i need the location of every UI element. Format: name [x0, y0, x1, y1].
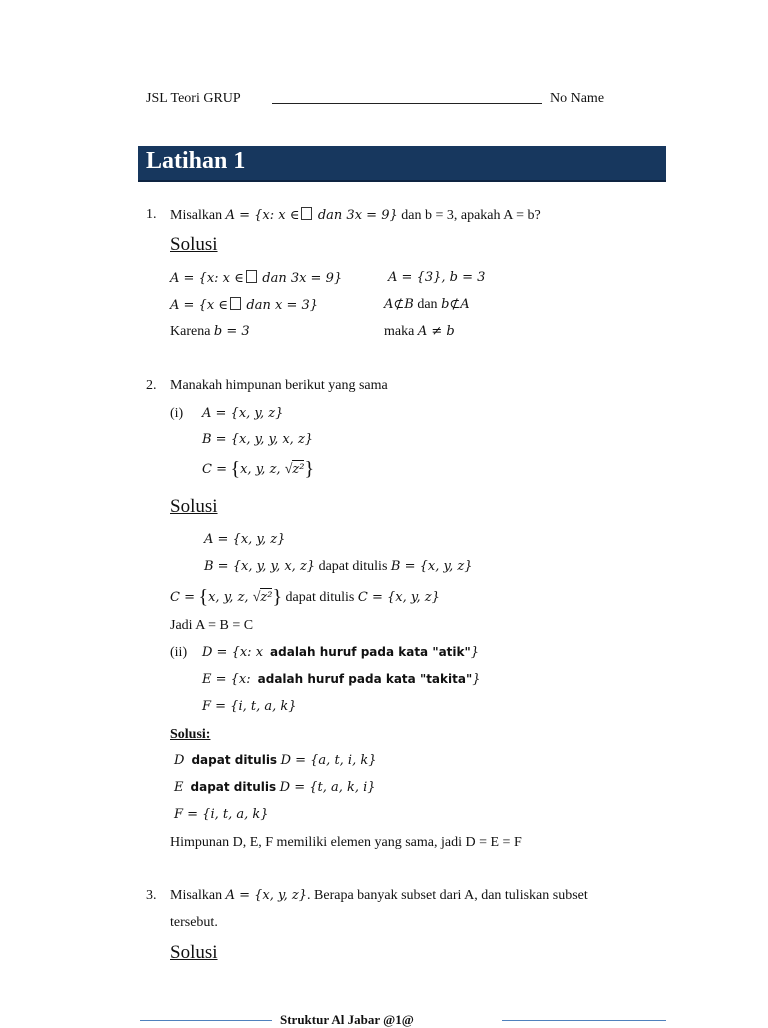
q3-pre: Misalkan: [170, 888, 226, 903]
q2-t2-r: D = {t, a, k, i}: [279, 780, 376, 795]
q2-set-a: A = {x, y, z}: [202, 406, 284, 421]
q1-l2r-math: A⊄B: [384, 297, 414, 312]
q2-s3-pre: C =: [170, 590, 195, 605]
q1-text: [170, 207, 541, 224]
q2-t1-b: dapat ditulis: [191, 753, 278, 767]
q3-post: . Berapa banyak subset dari A, dan tuliskan subset: [307, 888, 588, 903]
q1-math: A = {x: x ∈: [225, 208, 300, 223]
q2-d-bold: adalah huruf pada kata "atik": [270, 645, 471, 659]
q1-l3r-text: maka: [384, 324, 418, 339]
missing-symbol-box: [230, 297, 241, 310]
q2-set-f: F = {i, t, a, k}: [202, 699, 297, 714]
q2-s3-math: C = {x, y, z}: [357, 590, 440, 605]
q2-sol-b: [204, 559, 472, 575]
q1-l3r-math: A ≠ b: [417, 324, 455, 339]
q1-sol-line1: [170, 270, 342, 287]
q1-l1b: dan 3x = 9}: [262, 271, 343, 286]
q1-sol-line3-right: [384, 324, 455, 340]
q2-set-b: B = {x, y, y, x, z}: [202, 432, 314, 447]
q1-l2a: A = {x ∈: [170, 298, 228, 313]
q2-ii-label: (ii): [170, 645, 188, 660]
q2-solusi-heading: Solusi: [170, 496, 218, 517]
q1-sol-line1-right: A = {3}, b = 3: [388, 270, 486, 285]
q1-l1a: A = {x: x ∈: [170, 271, 244, 286]
q2-text: Manakah himpunan berikut yang sama: [170, 378, 388, 393]
q3-solusi-heading: Solusi: [170, 942, 218, 963]
section-title: Latihan 1: [146, 148, 246, 174]
section-banner: [138, 146, 666, 182]
q1-pre: Misalkan: [170, 208, 226, 223]
q2-d-math: D = {x: x: [202, 645, 264, 660]
q3-text: [170, 888, 658, 904]
q2-d-end: }: [470, 645, 480, 660]
q3-number: 3.: [146, 888, 157, 903]
q1-l2r-math2: b⊄A: [441, 297, 470, 312]
q2-set-c: C = {x, y, z, √z²}: [202, 458, 315, 480]
q2-c-inner: x, y, z,: [240, 462, 285, 477]
q1-l3-text: Karena: [170, 324, 214, 339]
q2-sol-a: A = {x, y, z}: [204, 532, 286, 547]
q2-t1-r: D = {a, t, i, k}: [280, 753, 377, 768]
q2-e-math: E = {x:: [202, 672, 251, 687]
q2-solusi2-heading: Solusi:: [170, 727, 211, 742]
q2-e-bold: adalah huruf pada kata "takita": [257, 672, 473, 686]
q1-solusi-heading: Solusi: [170, 234, 218, 255]
q2-t1-m: D: [174, 753, 185, 768]
q1-l2b: dan x = 3}: [246, 298, 319, 313]
footer-rule-left: [140, 1020, 272, 1021]
q2-t2-m: E: [174, 780, 184, 795]
q1-math2: dan 3x = 9}: [317, 208, 398, 223]
q2-c-pre: C =: [202, 462, 227, 477]
q1-l2r-text: dan: [413, 297, 442, 312]
header-left: JSL Teori GRUP: [146, 91, 241, 106]
q3-math: A = {x, y, z}: [225, 888, 308, 903]
q2-sol-d: [174, 753, 377, 769]
q2-sol-conclusion: Jadi A = B = C: [170, 618, 254, 633]
q2-s2-math: B = {x, y, z}: [390, 559, 473, 574]
q2-s2-text: dapat ditulis: [315, 559, 391, 574]
q1-sol-line3: [170, 324, 250, 340]
q3-text-line2: tersebut.: [170, 915, 218, 930]
q2-c-rad: z²: [292, 462, 305, 477]
q1-sol-line2: [170, 297, 318, 314]
q2-final-conclusion: Himpunan D, E, F memiliki elemen yang sama, jadi D = E = F: [170, 835, 522, 850]
q2-set-d: [202, 645, 479, 661]
q1-number: 1.: [146, 207, 157, 222]
header-rule: [272, 103, 542, 104]
footer-rule-right: [502, 1020, 666, 1021]
q2-sol-f: F = {i, t, a, k}: [174, 807, 269, 822]
q2-sol-c: C = {x, y, z, √z²} dapat ditulis C = {x, y, z}: [170, 586, 440, 608]
q2-s3-rad: z²: [260, 590, 273, 605]
q2-t2-b: dapat ditulis: [190, 780, 277, 794]
q2-number: 2.: [146, 378, 157, 393]
q2-e-end: }: [472, 672, 481, 687]
q2-s3-text: dapat ditulis: [282, 590, 358, 605]
q2-i-label: (i): [170, 406, 184, 421]
header-right: No Name: [550, 91, 605, 106]
q2-set-e: [202, 672, 481, 688]
q2-s3-inner: x, y, z,: [208, 590, 253, 605]
q1-sol-line2-right: [384, 297, 470, 313]
missing-symbol-box: [301, 207, 312, 220]
footer-text: Struktur Al Jabar @1@: [280, 1012, 414, 1027]
q1-l3-math: b = 3: [213, 324, 250, 339]
q2-sol-e: [174, 780, 376, 796]
q1-post: dan b = 3, apakah A = b?: [397, 208, 541, 223]
missing-symbol-box: [246, 270, 257, 283]
q2-s2: B = {x, y, y, x, z}: [204, 559, 316, 574]
